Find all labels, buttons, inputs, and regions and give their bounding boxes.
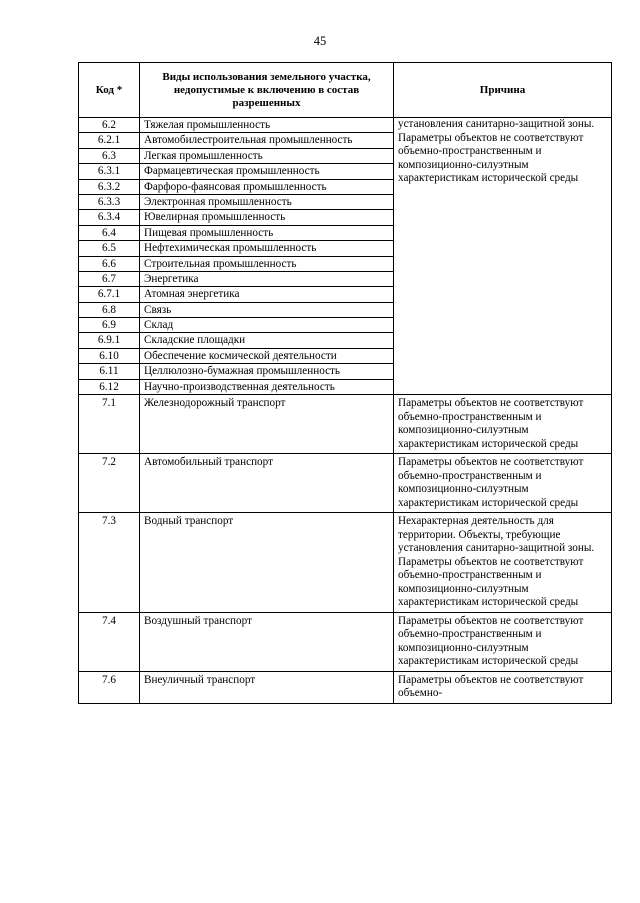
row-code: 7.2 [79, 454, 140, 513]
row-code: 6.3.3 [79, 194, 140, 209]
land-use-table [78, 62, 612, 704]
row-code: 6.3.4 [79, 210, 140, 225]
table-header-row [79, 63, 612, 118]
row-code: 6.2.1 [79, 133, 140, 148]
row-code: 6.6 [79, 256, 140, 271]
row-code: 6.11 [79, 364, 140, 379]
row-name: Ювелирная промышленность [140, 210, 394, 225]
row-reason: Параметры объектов не соответствуют объемно-пространственным и композиционно-силуэтным характеристикам исторической среды [394, 612, 612, 671]
row-name: Целлюлозно-бумажная промышленность [140, 364, 394, 379]
table-row [79, 671, 612, 703]
row-name: Пищевая промышленность [140, 225, 394, 240]
row-code: 6.10 [79, 348, 140, 363]
row-reason: установления санитарно-защитной зоны. Параметры объектов не соответствуют объемно-пространственным и композиционно-силуэтным характеристикам исторической среды [394, 118, 612, 395]
row-code: 6.2 [79, 118, 140, 133]
row-code: 6.3 [79, 148, 140, 163]
row-code: 6.3.2 [79, 179, 140, 194]
row-code: 6.9 [79, 318, 140, 333]
row-code: 6.7.1 [79, 287, 140, 302]
row-name: Внеуличный транспорт [140, 671, 394, 703]
row-reason: Параметры объектов не соответствуют объемно-пространственным и композиционно-силуэтным характеристикам исторической среды [394, 395, 612, 454]
row-code: 6.7 [79, 271, 140, 286]
row-name: Строительная промышленность [140, 256, 394, 271]
header-reason: Причина [394, 63, 612, 118]
row-name: Складские площадки [140, 333, 394, 348]
row-reason: Параметры объектов не соответствуют объемно- [394, 671, 612, 703]
row-code: 6.4 [79, 225, 140, 240]
table-row [79, 513, 612, 613]
row-name: Атомная энергетика [140, 287, 394, 302]
row-reason: Нехарактерная деятельность для территории. Объекты, требующие установления санитарно-защитной зоны. Параметры объектов не соответствуют объемно-пространственным и композиционно-силуэтным характеристикам исторической среды [394, 513, 612, 613]
row-name: Энергетика [140, 271, 394, 286]
row-name: Водный транспорт [140, 513, 394, 613]
row-code: 6.3.1 [79, 164, 140, 179]
header-name: Виды использования земельного участка, недопустимые к включению в состав разрешенных [140, 63, 394, 118]
row-name: Электронная промышленность [140, 194, 394, 209]
row-name: Воздушный транспорт [140, 612, 394, 671]
row-code: 7.4 [79, 612, 140, 671]
row-code: 6.8 [79, 302, 140, 317]
row-code: 6.5 [79, 241, 140, 256]
header-code: Код * [79, 63, 140, 118]
table-row [79, 118, 612, 133]
row-name: Обеспечение космической деятельности [140, 348, 394, 363]
row-name: Легкая промышленность [140, 148, 394, 163]
row-code: 6.12 [79, 379, 140, 394]
row-name: Автомобилестроительная промышленность [140, 133, 394, 148]
row-code: 7.1 [79, 395, 140, 454]
table-row [79, 612, 612, 671]
row-name: Связь [140, 302, 394, 317]
row-name: Склад [140, 318, 394, 333]
row-name: Нефтехимическая промышленность [140, 241, 394, 256]
row-name: Тяжелая промышленность [140, 118, 394, 133]
row-code: 7.6 [79, 671, 140, 703]
row-name: Автомобильный транспорт [140, 454, 394, 513]
row-name: Фармацевтическая промышленность [140, 164, 394, 179]
row-code: 7.3 [79, 513, 140, 613]
page-number: 45 [313, 34, 327, 48]
row-name: Железнодорожный транспорт [140, 395, 394, 454]
row-name: Научно-производственная деятельность [140, 379, 394, 394]
table-row [79, 395, 612, 454]
row-name: Фарфоро-фаянсовая промышленность [140, 179, 394, 194]
row-reason: Параметры объектов не соответствуют объемно-пространственным и композиционно-силуэтным характеристикам исторической среды [394, 454, 612, 513]
row-code: 6.9.1 [79, 333, 140, 348]
table-row [79, 454, 612, 513]
